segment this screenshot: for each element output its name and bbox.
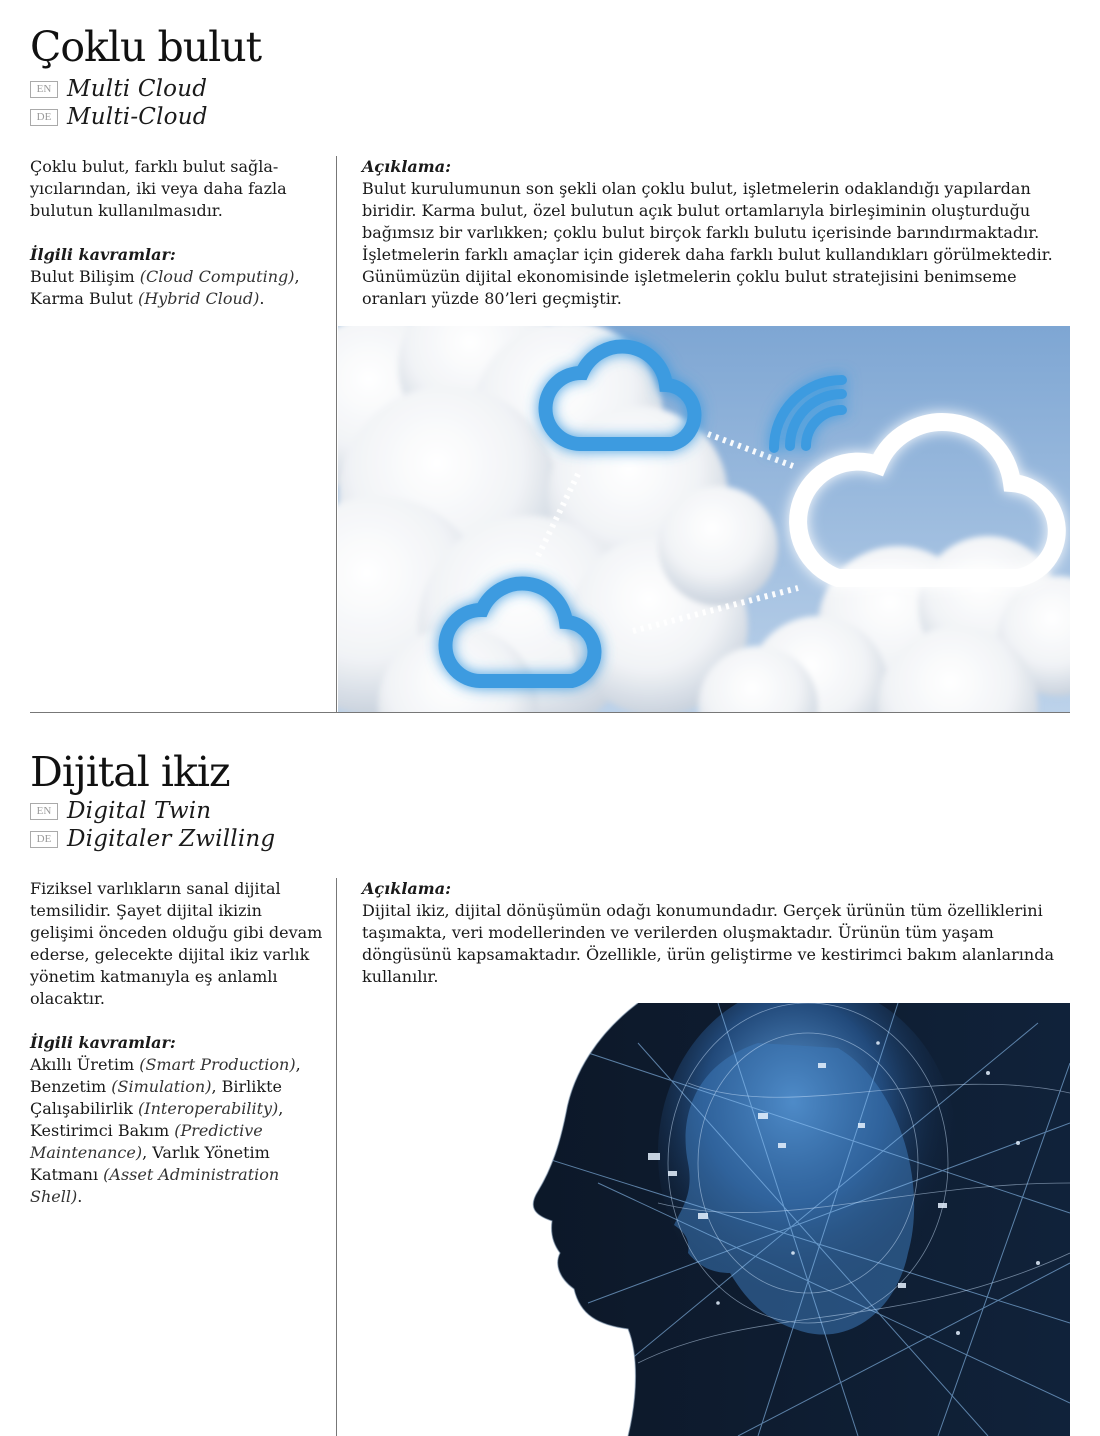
de-tag: DE — [30, 831, 58, 848]
explanation-text: Dijital ikiz, dijital dönüşümün odağı konumundadır. Gerçek ürünün tüm özelliklerini taşımakta, veri modellerinden ve verilerden oluşmaktadır. Ürünün tüm yaşam döngüsünü kapsamaktadır. Özellikle, ürün geliştirme ve kestirimci bakım alanlarında kullanılır. — [362, 901, 1054, 986]
related-term-en: (Predictive Maintenance) — [30, 1121, 263, 1162]
de-translation — [30, 825, 275, 853]
multi-cloud-illustration — [338, 326, 1070, 712]
right-column — [362, 156, 1072, 310]
digital-twin-illustration — [338, 1003, 1070, 1436]
explanation-label: Açıklama: — [362, 879, 451, 898]
related-sep: , — [295, 1055, 301, 1074]
column-divider — [336, 878, 337, 1436]
en-translation — [30, 75, 207, 103]
definition-text: Fiziksel varlıkların sanal dijital temsilidir. Şayet dijital ikizin gelişimi önceden olduğu gibi devam ederse, gelecekte dijital ikiz varlık yönetim katmanıyla eş anlamlı olacaktır. — [30, 879, 323, 1008]
entry-title: Dijital ikiz — [30, 748, 230, 796]
entry-multi-cloud — [0, 0, 1100, 714]
en-term: Digital Twin — [67, 798, 212, 824]
left-column — [30, 878, 325, 1208]
related-term: Kestirimci Bakım — [30, 1121, 170, 1140]
related-sep: . — [259, 289, 265, 308]
related-sep: , — [211, 1077, 222, 1096]
de-tag: DE — [30, 109, 58, 126]
related-term-en: (Cloud Computing) — [139, 267, 295, 286]
de-translation — [30, 103, 208, 131]
entry-title: Çoklu bulut — [30, 23, 262, 71]
related-sep: , — [278, 1099, 284, 1118]
related-term: Akıllı Üretim — [30, 1055, 135, 1074]
related-term: Karma Bulut — [30, 289, 133, 308]
related-term: Varlık Yönetim Katmanı — [30, 1143, 270, 1184]
related-terms — [30, 1054, 325, 1208]
related-sep: . — [77, 1187, 83, 1206]
related-term: Bulut Bilişim — [30, 267, 135, 286]
en-tag: EN — [30, 803, 58, 820]
en-tag: EN — [30, 81, 58, 98]
related-terms — [30, 266, 325, 310]
definition-text: Çoklu bulut, farklı bulut sağla-yıcılarından, iki veya daha fazla bulutun kullanılmasıdır. — [30, 157, 287, 220]
related-term: Birlikte Çalışabilirlik — [30, 1077, 282, 1118]
explanation-text: Bulut kurulumunun son şekli olan çoklu bulut, işletmelerin odaklandığı yapılardan biridir. Karma bulut, özel bulutun açık bulut ortamlarıyla birleşiminin oluşturduğu bağımsız bir varlıkken; çoklu bulut birçok farklı bulutu içerisinde barındırmaktadır. İşletmelerin farklı amaçlar için giderek daha farklı bulut kullandıkları görülmektedir. Günümüzün dijital ekonomisinde işletmelerin çoklu bulut stratejisini benimseme oranları yüzde 80’leri geçmiştir. — [362, 179, 1053, 308]
related-term: Benzetim — [30, 1077, 107, 1096]
section-divider — [30, 712, 1070, 713]
related-sep: , — [142, 1143, 153, 1162]
related-term-en: (Interoperability) — [138, 1099, 279, 1118]
right-column — [362, 878, 1072, 988]
related-sep: , — [294, 267, 300, 286]
entry-digital-twin — [0, 714, 1100, 1436]
explanation-label: Açıklama: — [362, 157, 451, 176]
column-divider — [336, 156, 337, 712]
de-term: Multi-Cloud — [67, 104, 208, 130]
related-term-en: (Simulation) — [111, 1077, 212, 1096]
related-term-en: (Hybrid Cloud) — [137, 289, 260, 308]
en-translation — [30, 797, 211, 825]
related-label: İlgili kavramlar: — [30, 245, 176, 264]
en-term: Multi Cloud — [67, 76, 208, 102]
related-term-en: (Smart Production) — [139, 1055, 296, 1074]
left-column — [30, 156, 325, 310]
related-term-en: (Asset Administration Shell) — [30, 1165, 280, 1206]
related-label: İlgili kavramlar: — [30, 1033, 176, 1052]
de-term: Digitaler Zwilling — [67, 826, 276, 852]
